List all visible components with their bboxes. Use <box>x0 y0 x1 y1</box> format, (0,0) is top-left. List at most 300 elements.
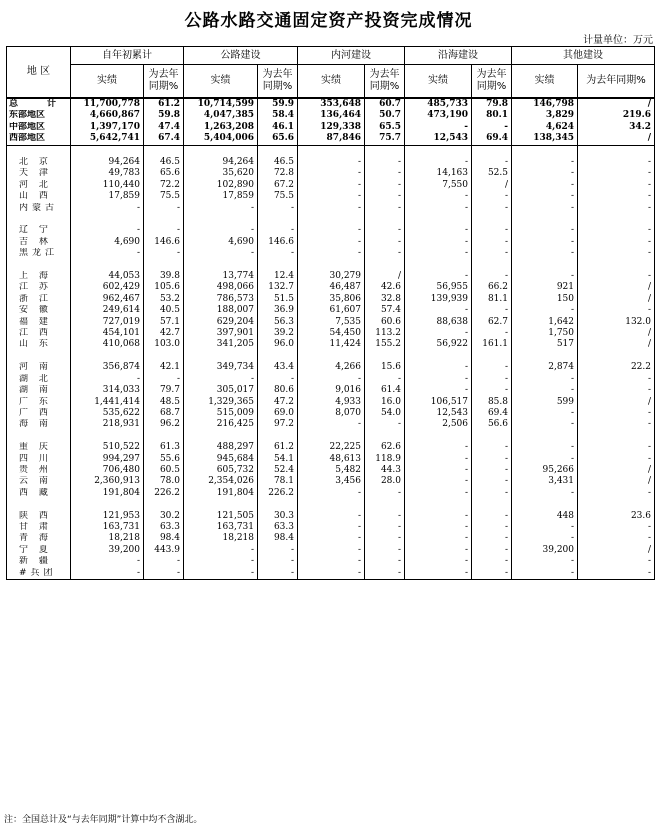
amount-cell: 188,007 <box>184 305 258 316</box>
region-cell <box>7 260 71 271</box>
region-cell: 江 西 <box>7 328 71 339</box>
rate-cell: 46.5 <box>144 157 184 168</box>
rate-cell: 68.7 <box>144 408 184 419</box>
rate-cell <box>258 499 298 510</box>
rate-cell: / <box>578 397 655 408</box>
subheader-rate: 为去年同期% <box>144 65 184 99</box>
rate-cell <box>472 145 512 157</box>
amount-cell: - <box>405 122 472 133</box>
rate-cell <box>472 431 512 442</box>
rate-cell: - <box>365 488 405 499</box>
amount-cell: - <box>512 442 578 453</box>
table-row <box>7 556 655 567</box>
amount-cell: 535,622 <box>71 408 144 419</box>
amount-cell: 5,642,741 <box>71 133 144 145</box>
rate-cell: - <box>258 225 298 236</box>
table-row <box>7 122 655 133</box>
amount-cell: - <box>298 511 365 522</box>
rate-cell: - <box>365 157 405 168</box>
rate-cell: 65.5 <box>365 122 405 133</box>
spacer-row <box>7 431 655 442</box>
amount-cell: 11,700,778 <box>71 98 144 110</box>
rate-cell <box>258 260 298 271</box>
rate-cell: - <box>144 203 184 214</box>
rate-cell: - <box>578 522 655 533</box>
rate-cell: - <box>472 568 512 580</box>
amount-cell: 146,798 <box>512 98 578 110</box>
amount-cell <box>298 145 365 157</box>
rate-cell: - <box>578 271 655 282</box>
table-row <box>7 248 655 259</box>
rate-cell: 75.7 <box>365 133 405 145</box>
region-cell: 广 西 <box>7 408 71 419</box>
rate-cell: 36.9 <box>258 305 298 316</box>
amount-cell: 4,266 <box>298 362 365 373</box>
rate-cell: - <box>472 442 512 453</box>
amount-cell: - <box>298 180 365 191</box>
rate-cell: 60.7 <box>365 98 405 110</box>
amount-cell: - <box>405 545 472 556</box>
table-row <box>7 476 655 487</box>
amount-cell: 49,783 <box>71 168 144 179</box>
rate-cell: 63.3 <box>144 522 184 533</box>
amount-cell: - <box>298 157 365 168</box>
subheader-rate: 为去年同期% <box>472 65 512 99</box>
amount-cell: - <box>71 248 144 259</box>
rate-cell: - <box>578 533 655 544</box>
amount-cell: 48,613 <box>298 454 365 465</box>
amount-cell: - <box>298 248 365 259</box>
rate-cell: 66.2 <box>472 282 512 293</box>
subheader-amount: 实绩 <box>512 65 578 99</box>
rate-cell: 155.2 <box>365 339 405 350</box>
rate-cell: - <box>578 157 655 168</box>
amount-cell: 88,638 <box>405 317 472 328</box>
subheader-amount: 实绩 <box>405 65 472 99</box>
amount-cell: 921 <box>512 282 578 293</box>
amount-cell: - <box>405 362 472 373</box>
rate-cell: 65.6 <box>258 133 298 145</box>
rate-cell: 61.3 <box>144 442 184 453</box>
rate-cell: - <box>472 545 512 556</box>
rate-cell: 39.8 <box>144 271 184 282</box>
amount-cell: - <box>298 419 365 430</box>
rate-cell: 78.1 <box>258 476 298 487</box>
amount-cell: 314,033 <box>71 385 144 396</box>
subheader-amount: 实绩 <box>298 65 365 99</box>
rate-cell: - <box>365 522 405 533</box>
amount-cell <box>298 351 365 362</box>
amount-cell: 786,573 <box>184 294 258 305</box>
rate-cell: 75.5 <box>144 191 184 202</box>
region-cell: 江 苏 <box>7 282 71 293</box>
table-row <box>7 294 655 305</box>
table-row <box>7 203 655 214</box>
amount-cell <box>512 214 578 225</box>
amount-cell: 488,297 <box>184 442 258 453</box>
region-cell: 新 疆 <box>7 556 71 567</box>
rate-cell: - <box>578 225 655 236</box>
rate-cell: 132.7 <box>258 282 298 293</box>
rate-cell <box>578 214 655 225</box>
rate-cell: / <box>578 282 655 293</box>
amount-cell: 35,806 <box>298 294 365 305</box>
rate-cell: 69.4 <box>472 408 512 419</box>
amount-cell: 95,266 <box>512 465 578 476</box>
region-cell: 河 南 <box>7 362 71 373</box>
amount-cell: - <box>512 454 578 465</box>
rate-cell: 132.0 <box>578 317 655 328</box>
rate-cell: 80.6 <box>258 385 298 396</box>
amount-cell: - <box>512 225 578 236</box>
rate-cell: 59.8 <box>144 110 184 121</box>
amount-cell: 39,200 <box>512 545 578 556</box>
amount-cell: - <box>298 568 365 580</box>
amount-cell: 4,933 <box>298 397 365 408</box>
rate-cell: 105.6 <box>144 282 184 293</box>
amount-cell: - <box>405 385 472 396</box>
rate-cell: - <box>144 374 184 385</box>
rate-cell: - <box>472 522 512 533</box>
amount-cell: 61,607 <box>298 305 365 316</box>
rate-cell: - <box>578 442 655 453</box>
rate-cell: 15.6 <box>365 362 405 373</box>
amount-cell: 4,047,385 <box>184 110 258 121</box>
amount-cell: - <box>298 168 365 179</box>
amount-cell: 1,263,208 <box>184 122 258 133</box>
region-cell: 山 西 <box>7 191 71 202</box>
amount-cell: - <box>405 488 472 499</box>
amount-cell: 3,456 <box>298 476 365 487</box>
rate-cell: 69.0 <box>258 408 298 419</box>
amount-cell: - <box>184 374 258 385</box>
group-header-coastal: 沿海建设 <box>405 47 512 65</box>
rate-cell: - <box>472 225 512 236</box>
rate-cell: 32.8 <box>365 294 405 305</box>
amount-cell: - <box>512 157 578 168</box>
rate-cell: - <box>472 362 512 373</box>
rate-cell: - <box>578 374 655 385</box>
rate-cell <box>365 145 405 157</box>
rate-cell: 42.6 <box>365 282 405 293</box>
amount-cell: - <box>298 203 365 214</box>
table-row <box>7 442 655 453</box>
amount-cell <box>184 431 258 442</box>
rate-cell: - <box>472 191 512 202</box>
rate-cell: 42.1 <box>144 362 184 373</box>
region-cell: 西部地区 <box>7 133 71 145</box>
rate-cell: - <box>144 556 184 567</box>
rate-cell: 23.6 <box>578 511 655 522</box>
rate-cell: - <box>365 191 405 202</box>
region-cell: 湖 北 <box>7 374 71 385</box>
rate-cell: 226.2 <box>144 488 184 499</box>
amount-cell <box>405 431 472 442</box>
amount-cell: - <box>298 237 365 248</box>
region-cell: 天 津 <box>7 168 71 179</box>
rate-cell: 51.5 <box>258 294 298 305</box>
group-header-cumulative: 自年初累计 <box>71 47 184 65</box>
rate-cell: 50.7 <box>365 110 405 121</box>
rate-cell: 44.3 <box>365 465 405 476</box>
region-cell: 上 海 <box>7 271 71 282</box>
amount-cell: - <box>512 488 578 499</box>
rate-cell: 47.2 <box>258 397 298 408</box>
amount-cell <box>71 431 144 442</box>
rate-cell: 96.2 <box>144 419 184 430</box>
rate-cell: 57.1 <box>144 317 184 328</box>
amount-cell: 2,360,913 <box>71 476 144 487</box>
amount-cell: - <box>184 225 258 236</box>
amount-cell <box>405 499 472 510</box>
amount-cell: - <box>298 522 365 533</box>
region-cell <box>7 351 71 362</box>
rate-cell: 57.4 <box>365 305 405 316</box>
amount-cell: 56,922 <box>405 339 472 350</box>
amount-cell: 994,297 <box>71 454 144 465</box>
table-row <box>7 180 655 191</box>
amount-cell: - <box>405 328 472 339</box>
spacer-row <box>7 260 655 271</box>
amount-cell: 448 <box>512 511 578 522</box>
rate-cell: 62.6 <box>365 442 405 453</box>
rate-cell <box>258 214 298 225</box>
region-cell <box>7 214 71 225</box>
amount-cell: - <box>298 556 365 567</box>
amount-cell: - <box>512 203 578 214</box>
rate-cell: - <box>472 454 512 465</box>
amount-cell: 3,829 <box>512 110 578 121</box>
amount-cell: 473,190 <box>405 110 472 121</box>
amount-cell <box>71 214 144 225</box>
rate-cell: - <box>472 328 512 339</box>
amount-cell: 249,614 <box>71 305 144 316</box>
rate-cell: - <box>472 476 512 487</box>
rate-cell: 46.5 <box>258 157 298 168</box>
rate-cell: - <box>365 248 405 259</box>
table-row <box>7 328 655 339</box>
amount-cell: - <box>405 465 472 476</box>
rate-cell <box>144 499 184 510</box>
amount-cell <box>184 145 258 157</box>
amount-cell <box>512 145 578 157</box>
rate-cell <box>365 214 405 225</box>
spacer-row <box>7 351 655 362</box>
rate-cell: - <box>365 225 405 236</box>
amount-cell <box>405 145 472 157</box>
table-row <box>7 397 655 408</box>
region-cell: 湖 南 <box>7 385 71 396</box>
rate-cell: - <box>578 385 655 396</box>
footnote: 注：全国总计及“与去年同期”计算中均不含湖北。 <box>4 815 203 825</box>
amount-cell: 8,070 <box>298 408 365 419</box>
amount-cell: 191,804 <box>71 488 144 499</box>
rate-cell: / <box>472 180 512 191</box>
rate-cell: 47.4 <box>144 122 184 133</box>
amount-cell: 1,441,414 <box>71 397 144 408</box>
amount-cell: 706,480 <box>71 465 144 476</box>
amount-cell: - <box>405 556 472 567</box>
amount-cell: - <box>512 191 578 202</box>
amount-cell: 485,733 <box>405 98 472 110</box>
amount-cell <box>71 499 144 510</box>
amount-cell: 2,506 <box>405 419 472 430</box>
amount-cell: 5,404,006 <box>184 133 258 145</box>
amount-cell: - <box>71 203 144 214</box>
rate-cell: - <box>258 545 298 556</box>
table-row <box>7 374 655 385</box>
rate-cell: 56.3 <box>258 317 298 328</box>
amount-cell: - <box>405 203 472 214</box>
rate-cell: 80.1 <box>472 110 512 121</box>
table-row <box>7 98 655 110</box>
region-header: 地 区 <box>7 47 71 99</box>
amount-cell: 1,750 <box>512 328 578 339</box>
rate-cell: 81.1 <box>472 294 512 305</box>
rate-cell <box>258 431 298 442</box>
rate-cell: 61.2 <box>144 98 184 110</box>
amount-cell: 353,648 <box>298 98 365 110</box>
rate-cell: 43.4 <box>258 362 298 373</box>
amount-cell: 163,731 <box>71 522 144 533</box>
rate-cell: 61.2 <box>258 442 298 453</box>
amount-cell: 191,804 <box>184 488 258 499</box>
amount-cell: - <box>512 248 578 259</box>
rate-cell: 28.0 <box>365 476 405 487</box>
rate-cell: 60.6 <box>365 317 405 328</box>
amount-cell <box>298 431 365 442</box>
rate-cell: - <box>472 305 512 316</box>
amount-cell <box>184 499 258 510</box>
rate-cell: 75.5 <box>258 191 298 202</box>
amount-cell: 4,624 <box>512 122 578 133</box>
rate-cell: - <box>365 374 405 385</box>
investment-table <box>6 46 655 580</box>
rate-cell: - <box>365 545 405 556</box>
rate-cell: - <box>472 488 512 499</box>
region-cell: 海 南 <box>7 419 71 430</box>
rate-cell: - <box>578 419 655 430</box>
amount-cell: 356,874 <box>71 362 144 373</box>
rate-cell: - <box>578 454 655 465</box>
table-row <box>7 488 655 499</box>
amount-cell: - <box>512 305 578 316</box>
rate-cell: - <box>472 271 512 282</box>
rate-cell: - <box>144 568 184 580</box>
rate-cell: - <box>578 248 655 259</box>
rate-cell: 146.6 <box>258 237 298 248</box>
rate-cell: 48.5 <box>144 397 184 408</box>
amount-cell: 10,714,599 <box>184 98 258 110</box>
rate-cell: 67.2 <box>258 180 298 191</box>
table-row <box>7 533 655 544</box>
region-cell: 吉 林 <box>7 237 71 248</box>
amount-cell: 218,931 <box>71 419 144 430</box>
amount-cell: - <box>298 488 365 499</box>
amount-cell: - <box>405 271 472 282</box>
amount-cell: 121,953 <box>71 511 144 522</box>
region-cell <box>7 499 71 510</box>
table-row <box>7 568 655 580</box>
amount-cell: 216,425 <box>184 419 258 430</box>
region-cell: 浙 江 <box>7 294 71 305</box>
amount-cell: 121,505 <box>184 511 258 522</box>
table-row <box>7 133 655 145</box>
rate-cell: - <box>578 237 655 248</box>
region-cell: 辽 宁 <box>7 225 71 236</box>
amount-cell <box>184 351 258 362</box>
amount-cell: 2,874 <box>512 362 578 373</box>
amount-cell: - <box>184 203 258 214</box>
amount-cell: 605,732 <box>184 465 258 476</box>
rate-cell: 146.6 <box>144 237 184 248</box>
rate-cell: - <box>472 556 512 567</box>
amount-cell: 1,397,170 <box>71 122 144 133</box>
rate-cell: - <box>144 225 184 236</box>
rate-cell: 34.2 <box>578 122 655 133</box>
amount-cell <box>405 260 472 271</box>
region-cell: 重 庆 <box>7 442 71 453</box>
amount-cell: 46,487 <box>298 282 365 293</box>
rate-cell <box>144 145 184 157</box>
rate-cell: 46.1 <box>258 122 298 133</box>
rate-cell: 85.8 <box>472 397 512 408</box>
amount-cell: - <box>405 191 472 202</box>
amount-cell: 110,440 <box>71 180 144 191</box>
table-row <box>7 522 655 533</box>
amount-cell: - <box>512 374 578 385</box>
table-row <box>7 511 655 522</box>
amount-cell: - <box>512 237 578 248</box>
rate-cell: - <box>258 203 298 214</box>
region-cell: 西 藏 <box>7 488 71 499</box>
amount-cell: 515,009 <box>184 408 258 419</box>
rate-cell <box>472 499 512 510</box>
table-row <box>7 282 655 293</box>
rate-cell: / <box>578 339 655 350</box>
rate-cell: 161.1 <box>472 339 512 350</box>
rate-cell: 22.2 <box>578 362 655 373</box>
rate-cell <box>258 145 298 157</box>
rate-cell: - <box>365 180 405 191</box>
region-cell: 山 东 <box>7 339 71 350</box>
subheader-rate: 为去年同期% <box>258 65 298 99</box>
rate-cell: 96.0 <box>258 339 298 350</box>
rate-cell: - <box>472 511 512 522</box>
amount-cell: 17,859 <box>71 191 144 202</box>
rate-cell: - <box>258 248 298 259</box>
rate-cell: 65.6 <box>144 168 184 179</box>
amount-cell: 7,550 <box>405 180 472 191</box>
region-cell: 宁 夏 <box>7 545 71 556</box>
spacer-row <box>7 145 655 157</box>
rate-cell: 67.4 <box>144 133 184 145</box>
region-cell: 福 建 <box>7 317 71 328</box>
amount-cell <box>512 351 578 362</box>
amount-cell <box>71 351 144 362</box>
rate-cell: - <box>365 168 405 179</box>
rate-cell: - <box>365 237 405 248</box>
region-cell: 青 海 <box>7 533 71 544</box>
amount-cell: - <box>512 271 578 282</box>
rate-cell: - <box>472 465 512 476</box>
rate-cell: 98.4 <box>144 533 184 544</box>
rate-cell: - <box>578 568 655 580</box>
rate-cell: - <box>472 122 512 133</box>
amount-cell: 602,429 <box>71 282 144 293</box>
amount-cell: - <box>405 511 472 522</box>
rate-cell: - <box>365 568 405 580</box>
